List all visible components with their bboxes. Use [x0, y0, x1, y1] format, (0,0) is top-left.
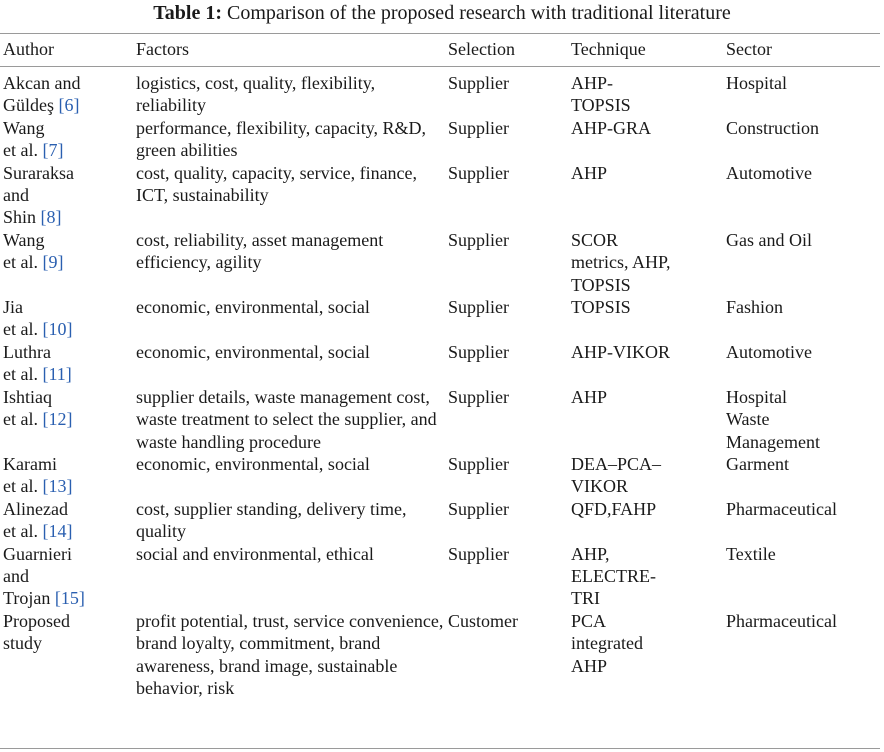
selection-cell: Supplier: [448, 453, 509, 474]
author-line: Jia: [3, 297, 23, 318]
factors-cell: economic, environmental, social: [136, 341, 370, 362]
table-body: [0, 66, 880, 699]
author-cell: [0, 66, 133, 117]
technique-cell: [568, 386, 723, 453]
technique-line: TRI: [571, 588, 600, 609]
technique-line: TOPSIS: [571, 297, 631, 318]
bottom-rule: [0, 748, 880, 749]
author-line: Shin [8]: [3, 207, 62, 228]
technique-line: AHP: [571, 655, 608, 676]
author-line: Wang: [3, 229, 45, 250]
sector-line: Pharmaceutical: [726, 610, 837, 631]
author-cell: [0, 543, 133, 610]
author-cell: [0, 610, 133, 700]
citation-link[interactable]: [6]: [58, 95, 80, 116]
technique-cell: [568, 453, 723, 498]
author-cell: [0, 296, 133, 341]
technique-line: QFD,FAHP: [571, 498, 657, 519]
sector-cell: [723, 117, 880, 162]
citation-link[interactable]: [13]: [42, 476, 73, 497]
technique-cell: [568, 162, 723, 229]
factors-cell: supplier details, waste management cost, waste treatment to select the supplier, and waste handling procedure: [136, 386, 437, 452]
technique-line: TOPSIS: [571, 95, 631, 116]
author-cell: [0, 229, 133, 296]
selection-cell: Supplier: [448, 341, 509, 362]
technique-line: AHP-: [571, 73, 614, 93]
table-caption-text: Comparison of the proposed research with traditional literature: [227, 2, 731, 24]
table-row: [0, 117, 880, 162]
citation-link[interactable]: [9]: [42, 252, 64, 273]
selection-cell: Supplier: [448, 117, 509, 138]
factors-cell: profit potential, trust, service convenience, brand loyalty, commitment, brand awareness, brand image, sustainable behavior, risk: [136, 610, 444, 698]
header-sector: Sector: [726, 39, 772, 59]
technique-cell: [568, 66, 723, 117]
table-caption: [0, 2, 884, 24]
author-cell: [0, 162, 133, 229]
author-cell: [0, 498, 133, 543]
header-author: Author: [3, 39, 54, 59]
citation-link[interactable]: [11]: [42, 364, 72, 385]
sector-line: Gas and Oil: [726, 229, 812, 250]
sector-cell: [723, 543, 880, 610]
sector-line: Automotive: [726, 162, 812, 183]
author-line: Trojan [15]: [3, 588, 85, 609]
citation-link[interactable]: [12]: [42, 409, 73, 430]
factors-cell: logistics, cost, quality, flexibility, reliability: [136, 73, 376, 116]
selection-cell: Supplier: [448, 543, 509, 564]
author-line: et al. [11]: [3, 364, 72, 385]
author-line: Güldeş [6]: [3, 95, 80, 116]
sector-cell: [723, 341, 880, 386]
top-rule: [0, 33, 880, 34]
author-line: Alinezad: [3, 498, 68, 519]
author-line: Ishtiaq: [3, 386, 52, 407]
author-line: et al. [10]: [3, 319, 73, 340]
technique-cell: [568, 543, 723, 610]
author-line: et al. [13]: [3, 476, 73, 497]
citation-link[interactable]: [10]: [42, 319, 73, 340]
table-row: [0, 453, 880, 498]
factors-cell: economic, environmental, social: [136, 297, 370, 318]
technique-line: AHP: [571, 162, 608, 183]
sector-cell: [723, 66, 880, 117]
factors-cell: performance, flexibility, capacity, R&D, green abilities: [136, 117, 427, 161]
table-row: [0, 610, 880, 700]
author-line: and: [3, 185, 29, 206]
author-cell: [0, 453, 133, 498]
sector-cell: [723, 229, 880, 296]
sector-line: Hospital: [726, 73, 787, 93]
table-row: [0, 386, 880, 453]
factors-cell: cost, supplier standing, delivery time, quality: [136, 498, 407, 542]
technique-cell: [568, 117, 723, 162]
header-factors: Factors: [136, 39, 189, 59]
table-row: [0, 66, 880, 117]
author-line: Proposed: [3, 610, 70, 631]
sector-cell: [723, 162, 880, 229]
technique-cell: [568, 341, 723, 386]
comparison-table: [0, 38, 880, 699]
selection-cell: Supplier: [448, 229, 509, 250]
technique-line: TOPSIS: [571, 274, 631, 295]
sector-line: Waste: [726, 409, 770, 430]
technique-line: AHP,: [571, 543, 610, 564]
author-line: et al. [7]: [3, 140, 64, 161]
author-cell: [0, 117, 133, 162]
sector-cell: [723, 296, 880, 341]
table-row: [0, 498, 880, 543]
author-line: Luthra: [3, 341, 51, 362]
author-line: and: [3, 565, 29, 586]
sector-cell: [723, 386, 880, 453]
selection-cell: Supplier: [448, 162, 509, 183]
citation-link[interactable]: [8]: [40, 207, 62, 228]
citation-link[interactable]: [7]: [42, 140, 64, 161]
citation-link[interactable]: [15]: [54, 588, 85, 609]
technique-cell: [568, 229, 723, 296]
technique-line: metrics, AHP,: [571, 252, 671, 273]
technique-line: PCA: [571, 610, 607, 631]
technique-line: ELECTRE-: [571, 565, 656, 586]
author-line: et al. [12]: [3, 409, 73, 430]
sector-line: Construction: [726, 117, 819, 138]
author-line: et al. [9]: [3, 252, 64, 273]
sector-cell: [723, 610, 880, 700]
table-row: [0, 229, 880, 296]
technique-line: AHP-VIKOR: [571, 341, 670, 362]
sector-cell: [723, 498, 880, 543]
factors-cell: economic, environmental, social: [136, 453, 370, 474]
header-row: [0, 38, 880, 66]
selection-cell: Supplier: [448, 73, 509, 93]
technique-line: SCOR: [571, 229, 619, 250]
sector-line: Textile: [726, 543, 776, 564]
sector-line: Garment: [726, 453, 789, 474]
technique-cell: [568, 498, 723, 543]
factors-cell: cost, reliability, asset management efficiency, agility: [136, 229, 384, 273]
sector-cell: [723, 453, 880, 498]
selection-cell: Customer: [448, 610, 518, 631]
technique-cell: [568, 610, 723, 700]
selection-cell: Supplier: [448, 297, 509, 318]
table-row: [0, 162, 880, 229]
table-caption-label: Table 1:: [153, 2, 222, 24]
citation-link[interactable]: [14]: [42, 521, 73, 542]
sector-line: Management: [726, 431, 820, 452]
technique-line: integrated: [571, 633, 643, 654]
author-line: study: [3, 633, 43, 654]
sector-line: Pharmaceutical: [726, 498, 837, 519]
table-row: [0, 341, 880, 386]
author-cell: [0, 341, 133, 386]
sector-line: Automotive: [726, 341, 812, 362]
technique-cell: [568, 296, 723, 341]
author-cell: [0, 386, 133, 453]
table-row: [0, 296, 880, 341]
technique-line: DEA–PCA–: [571, 453, 662, 474]
author-line: Guarnieri: [3, 543, 72, 564]
factors-cell: social and environmental, ethical: [136, 543, 374, 564]
author-line: Suraraksa: [3, 162, 74, 183]
selection-cell: Supplier: [448, 386, 509, 407]
header-selection: Selection: [448, 39, 515, 59]
author-line: Akcan and: [3, 73, 81, 93]
sector-line: Hospital: [726, 386, 787, 407]
factors-cell: cost, quality, capacity, service, finance, ICT, sustainability: [136, 162, 418, 206]
author-line: Karami: [3, 453, 57, 474]
technique-line: AHP: [571, 386, 608, 407]
sector-line: Fashion: [726, 297, 784, 318]
author-line: Wang: [3, 117, 45, 138]
technique-line: VIKOR: [571, 476, 628, 497]
author-line: et al. [14]: [3, 521, 73, 542]
table-row: [0, 543, 880, 610]
selection-cell: Supplier: [448, 498, 509, 519]
header-technique: Technique: [571, 39, 646, 59]
technique-line: AHP-GRA: [571, 117, 652, 138]
